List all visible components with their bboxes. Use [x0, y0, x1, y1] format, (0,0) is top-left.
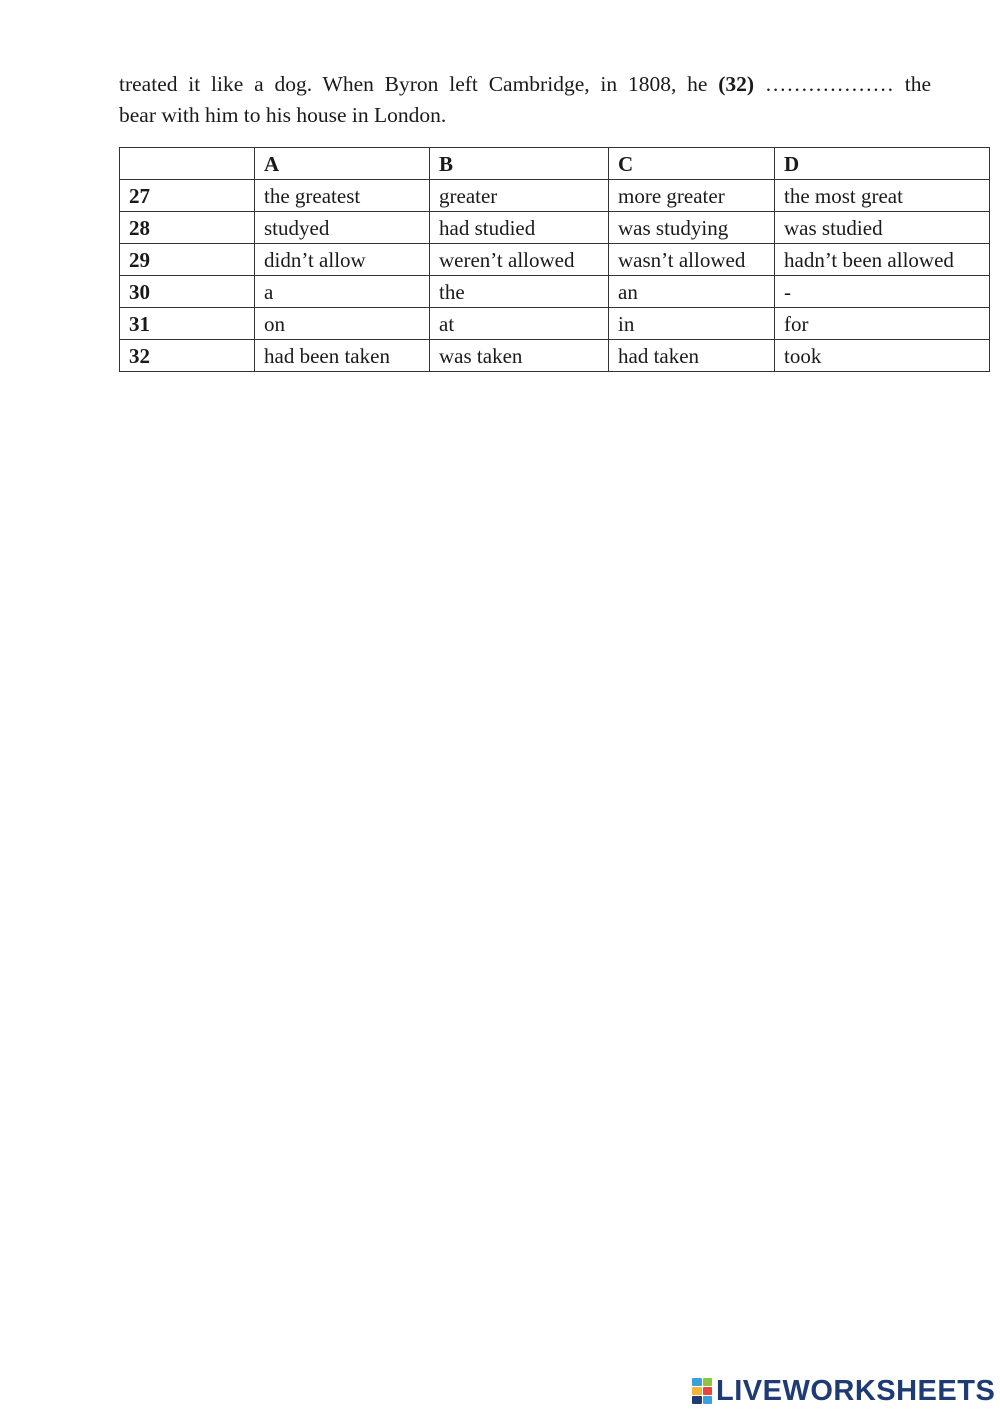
option-a: had been taken: [255, 340, 430, 372]
logo-block: [692, 1387, 702, 1395]
header-cell-c: C: [609, 148, 775, 180]
table-row: [120, 244, 990, 276]
option-b: was taken: [430, 340, 609, 372]
table-row: [120, 212, 990, 244]
option-d: the most great: [775, 180, 990, 212]
logo-block: [692, 1378, 702, 1386]
question-number: 30: [120, 276, 255, 308]
question-number: 28: [120, 212, 255, 244]
option-d: -: [775, 276, 990, 308]
table-row: [120, 276, 990, 308]
question-number: 31: [120, 308, 255, 340]
header-cell-d: D: [775, 148, 990, 180]
liveworksheets-logo-text: LIVEWORKSHEETS: [716, 1375, 996, 1407]
logo-block: [703, 1387, 713, 1395]
option-c: had taken: [609, 340, 775, 372]
table-row: [120, 308, 990, 340]
blank-32: ……………… the: [754, 72, 931, 96]
option-a: studyed: [255, 212, 430, 244]
logo-block: [692, 1396, 702, 1404]
option-c: wasn’t allowed: [609, 244, 775, 276]
answer-options-table: [119, 147, 990, 372]
passage-line-2: bear with him to his house in London.: [119, 103, 447, 127]
option-a: a: [255, 276, 430, 308]
question-number-32: (32): [718, 72, 755, 96]
question-number: 27: [120, 180, 255, 212]
option-b: greater: [430, 180, 609, 212]
header-cell-blank: [120, 148, 255, 180]
option-b: at: [430, 308, 609, 340]
option-d: for: [775, 308, 990, 340]
option-b: the: [430, 276, 609, 308]
option-a: didn’t allow: [255, 244, 430, 276]
header-cell-a: A: [255, 148, 430, 180]
option-d: was studied: [775, 212, 990, 244]
option-c: more greater: [609, 180, 775, 212]
question-number: 32: [120, 340, 255, 372]
header-cell-b: B: [430, 148, 609, 180]
liveworksheets-logo[interactable]: [692, 1376, 995, 1406]
option-d: hadn’t been allowed: [775, 244, 990, 276]
option-a: the greatest: [255, 180, 430, 212]
passage-line-1-start: treated it like a dog. When Byron left Cambridge, in 1808, he: [119, 72, 719, 96]
option-a: on: [255, 308, 430, 340]
passage-text: [119, 69, 931, 131]
table-row: [120, 340, 990, 372]
table-row: [120, 180, 990, 212]
table-header-row: [120, 148, 990, 180]
option-c: an: [609, 276, 775, 308]
option-c: was studying: [609, 212, 775, 244]
question-number: 29: [120, 244, 255, 276]
logo-block: [703, 1396, 713, 1404]
option-d: took: [775, 340, 990, 372]
option-b: weren’t allowed: [430, 244, 609, 276]
passage-line-1: [119, 69, 931, 100]
option-b: had studied: [430, 212, 609, 244]
option-c: in: [609, 308, 775, 340]
logo-block: [703, 1378, 713, 1386]
liveworksheets-logo-icon: [692, 1378, 712, 1404]
